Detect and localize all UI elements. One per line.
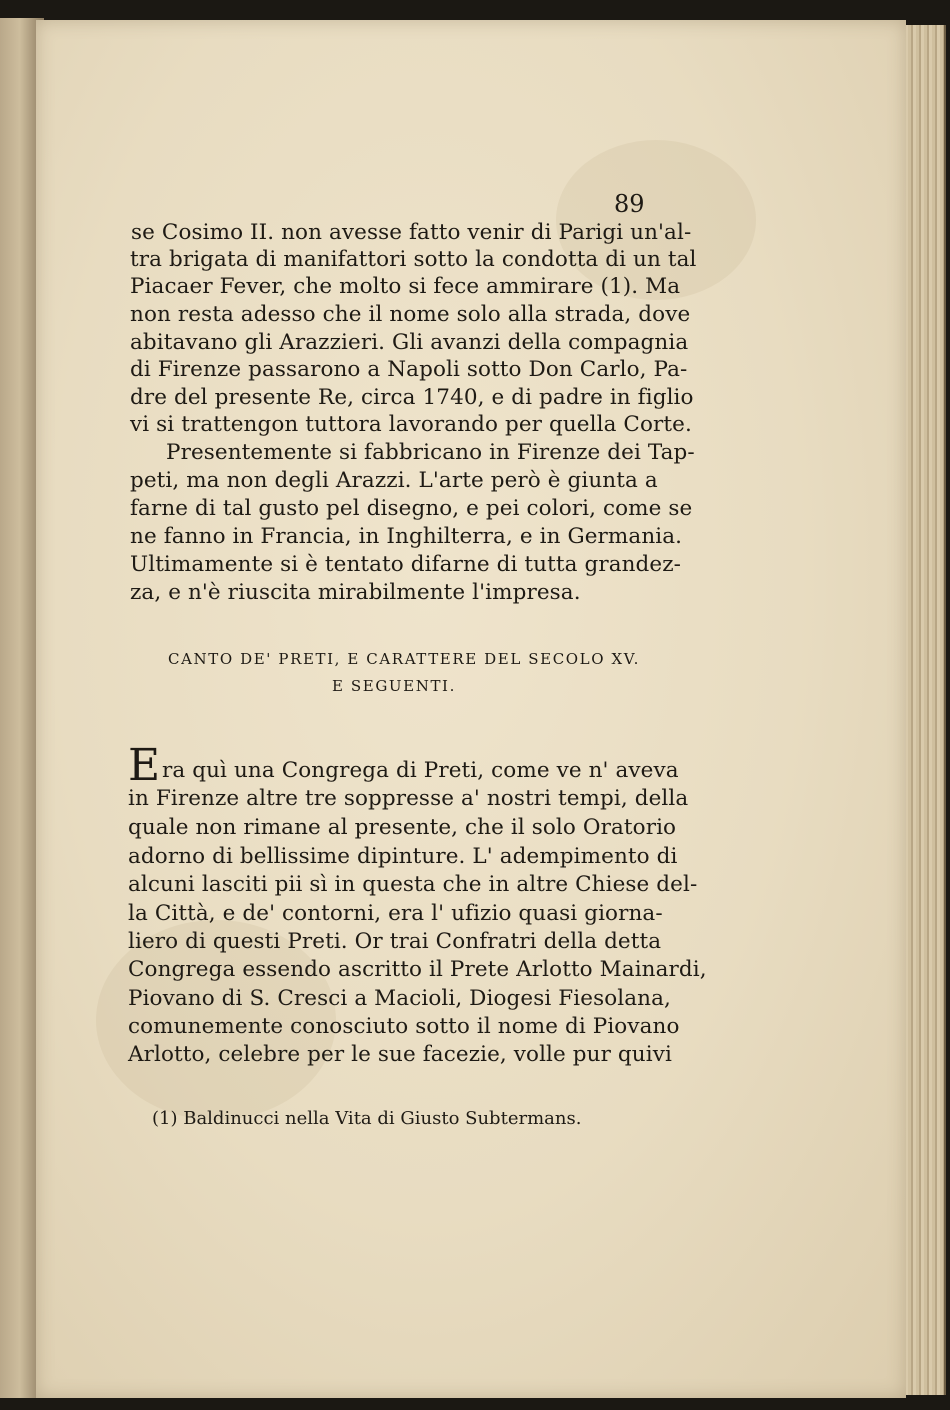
text-line: comunemente conosciuto sotto il nome di Piovano [128,1014,680,1039]
text-line: peti, ma non degli Arazzi. L'arte però è giunta a [130,468,658,493]
text-line: tra brigata di manifattori sotto la condotta di un tal [130,247,697,272]
text-line: non resta adesso che il nome solo alla strada, dove [130,302,691,327]
text-line: la Città, e de' contorni, era l' ufizio quasi giorna- [128,901,663,926]
drop-cap: E [128,740,161,791]
text-line: abitavano gli Arazzieri. Gli avanzi della compagnia [130,330,689,355]
text-line: in Firenze altre tre soppresse a' nostri tempi, della [128,786,689,811]
text-line: adorno di bellissime dipinture. L' adempimento di [128,844,678,869]
text-line: liero di questi Preti. Or trai Confratri della detta [128,929,662,954]
text-line: ne fanno in Francia, in Inghilterra, e in Germania. [130,524,683,549]
text-line: dre del presente Re, circa 1740, e di padre in figlio [130,385,694,410]
text-line: quale non rimane al presente, che il solo Oratorio [128,815,677,840]
text-line: Piacaer Fever, che molto si fece ammirare (1). Ma [130,274,681,299]
text-line: se Cosimo II. non avesse fatto venir di Parigi un'al- [131,220,692,245]
text-line: Ultimamente si è tentato difarne di tutta grandez- [130,552,682,577]
section-heading: CANTO DE' PRETI, E CARATTERE DEL SECOLO XV. [168,650,640,668]
text-line: alcuni lasciti pii sì in questa che in altre Chiese del- [128,872,698,897]
page-block-edge [900,25,946,1395]
text-line: za, e n'è riuscita mirabilmente l'impresa. [130,580,581,605]
section-heading: E SEGUENTI. [332,677,456,695]
text-line: di Firenze passarono a Napoli sotto Don Carlo, Pa- [130,357,688,382]
text-line: Piovano di S. Cresci a Macioli, Diogesi Fiesolana, [128,986,671,1011]
page-number: 89 [614,190,645,218]
text-line: vi si trattengon tuttora lavorando per quella Corte. [130,412,692,437]
text-line: ra quì una Congrega di Preti, come ve n' aveva [162,758,679,783]
text-line: farne di tal gusto pel disegno, e pei colori, come se [130,496,693,521]
footnote: (1) Baldinucci nella Vita di Giusto Subtermans. [152,1108,582,1129]
text-line: Arlotto, celebre per le sue facezie, volle pur quivi [128,1042,672,1067]
text-line: Presentemente si fabbricano in Firenze dei Tap- [166,440,695,465]
text-line: Congrega essendo ascritto il Prete Arlotto Mainardi, [128,957,707,982]
